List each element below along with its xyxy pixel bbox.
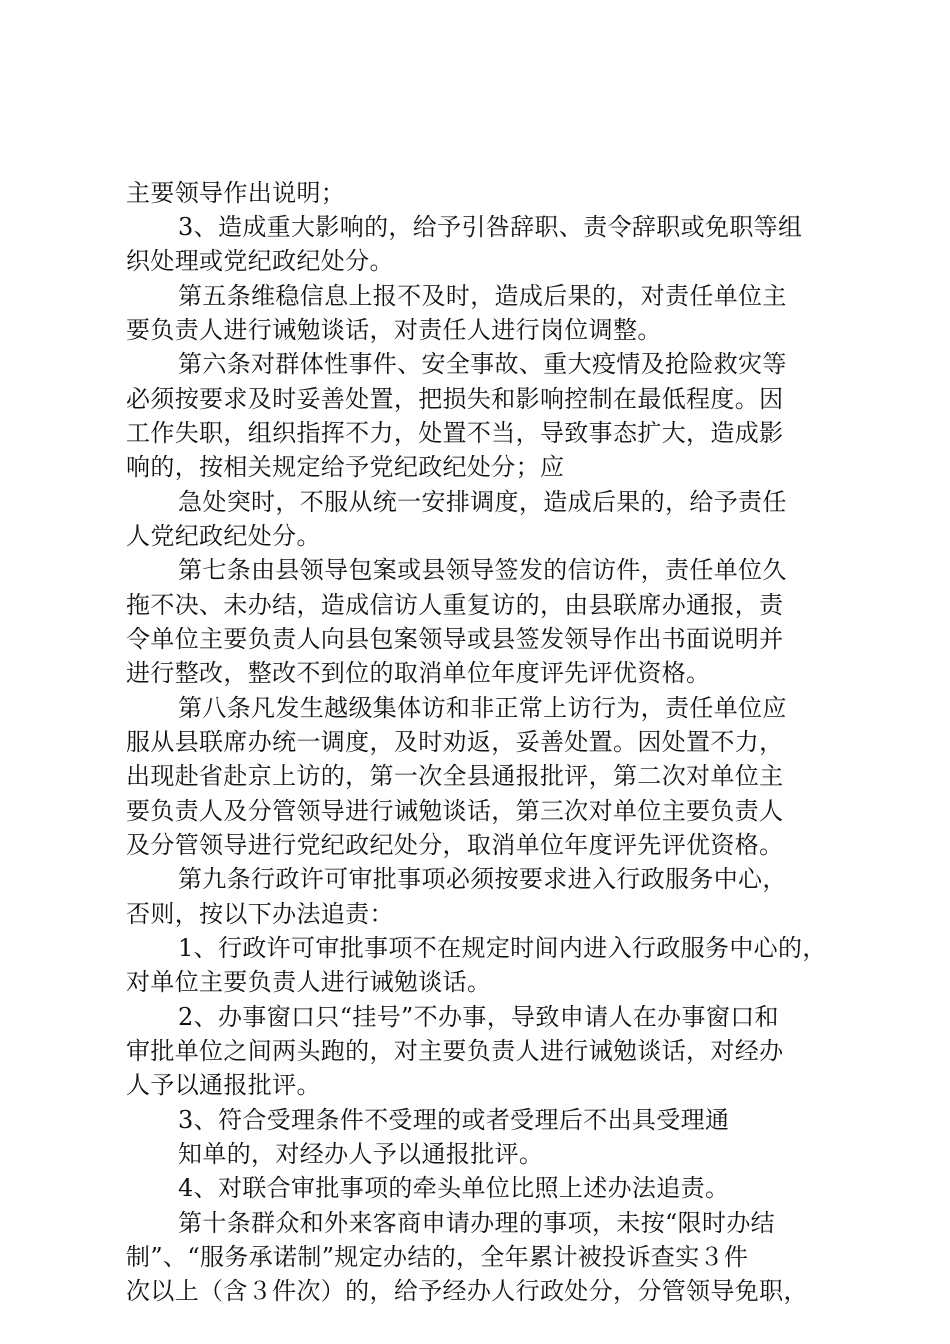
text-line: 2、办事窗口只“挂号”不办事，导致申请人在办事窗口和 bbox=[178, 1003, 779, 1031]
text-line: 第十条群众和外来客商申请办理的事项，未按“限时办结 bbox=[178, 1209, 776, 1237]
text-line: 3、符合受理条件不受理的或者受理后不出具受理通 bbox=[178, 1106, 730, 1134]
text-line: 拖不决、未办结，造成信访人重复访的，由县联席办通报，责 bbox=[126, 591, 784, 619]
text-line: 审批单位之间两头跑的，对主要负责人进行诫勉谈话，对经办 bbox=[126, 1037, 784, 1065]
text-line: 织处理或党纪政纪处分。 bbox=[126, 247, 394, 275]
text-line: 1、行政许可审批事项不在规定时间内进入行政服务中心的， bbox=[178, 934, 827, 962]
text-line: 服从县联席办统一调度，及时劝返，妥善处置。因处置不力， bbox=[126, 728, 784, 756]
text-line: 对单位主要负责人进行诫勉谈话。 bbox=[126, 968, 492, 996]
text-line: 否则，按以下办法追责： bbox=[126, 900, 394, 928]
text-line: 进行整改，整改不到位的取消单位年度评先评优资格。 bbox=[126, 659, 711, 687]
text-line: 第六条对群体性事件、安全事故、重大疫情及抢险救灾等 bbox=[178, 350, 787, 378]
text-line: 必须按要求及时妥善处置，把损失和影响控制在最低程度。因 bbox=[126, 385, 784, 413]
text-line: 3、造成重大影响的，给予引咎辞职、责令辞职或免职等组 bbox=[178, 213, 803, 241]
text-line: 第七条由县领导包案或县领导签发的信访件，责任单位久 bbox=[178, 556, 787, 584]
text-line: 制”、“服务承诺制”规定办结的，全年累计被投诉查实３件 bbox=[126, 1243, 749, 1271]
text-line: 第九条行政许可审批事项必须按要求进入行政服务中心， bbox=[178, 865, 787, 893]
text-line: 令单位主要负责人向县包案领导或县签发领导作出书面说明并 bbox=[126, 625, 784, 653]
text-line: 人予以通报批评。 bbox=[126, 1071, 321, 1099]
text-line: 响的，按相关规定给予党纪政纪处分；应 bbox=[126, 453, 565, 481]
text-line: 知单的，对经办人予以通报批评。 bbox=[178, 1140, 544, 1168]
text-line: 要负责人进行诫勉谈话，对责任人进行岗位调整。 bbox=[126, 316, 662, 344]
text-line: 人党纪政纪处分。 bbox=[126, 522, 321, 550]
text-line: 工作失职，组织指挥不力，处置不当，导致事态扩大，造成影 bbox=[126, 419, 784, 447]
text-line: 出现赴省赴京上访的，第一次全县通报批评，第二次对单位主 bbox=[126, 762, 784, 790]
text-line: 第八条凡发生越级集体访和非正常上访行为，责任单位应 bbox=[178, 694, 787, 722]
text-line: 急处突时，不服从统一安排调度，造成后果的，给予责任 bbox=[178, 488, 787, 516]
text-line: 第五条维稳信息上报不及时，造成后果的，对责任单位主 bbox=[178, 282, 787, 310]
text-line: 4、对联合审批事项的牵头单位比照上述办法追责。 bbox=[178, 1174, 730, 1202]
text-line: 要负责人及分管领导进行诫勉谈话，第三次对单位主要负责人 bbox=[126, 797, 784, 825]
text-line: 及分管领导进行党纪政纪处分，取消单位年度评先评优资格。 bbox=[126, 831, 784, 859]
text-line: 主要领导作出说明； bbox=[126, 179, 346, 207]
text-line: 次以上（含３件次）的，给予经办人行政处分，分管领导免职， bbox=[126, 1277, 808, 1305]
